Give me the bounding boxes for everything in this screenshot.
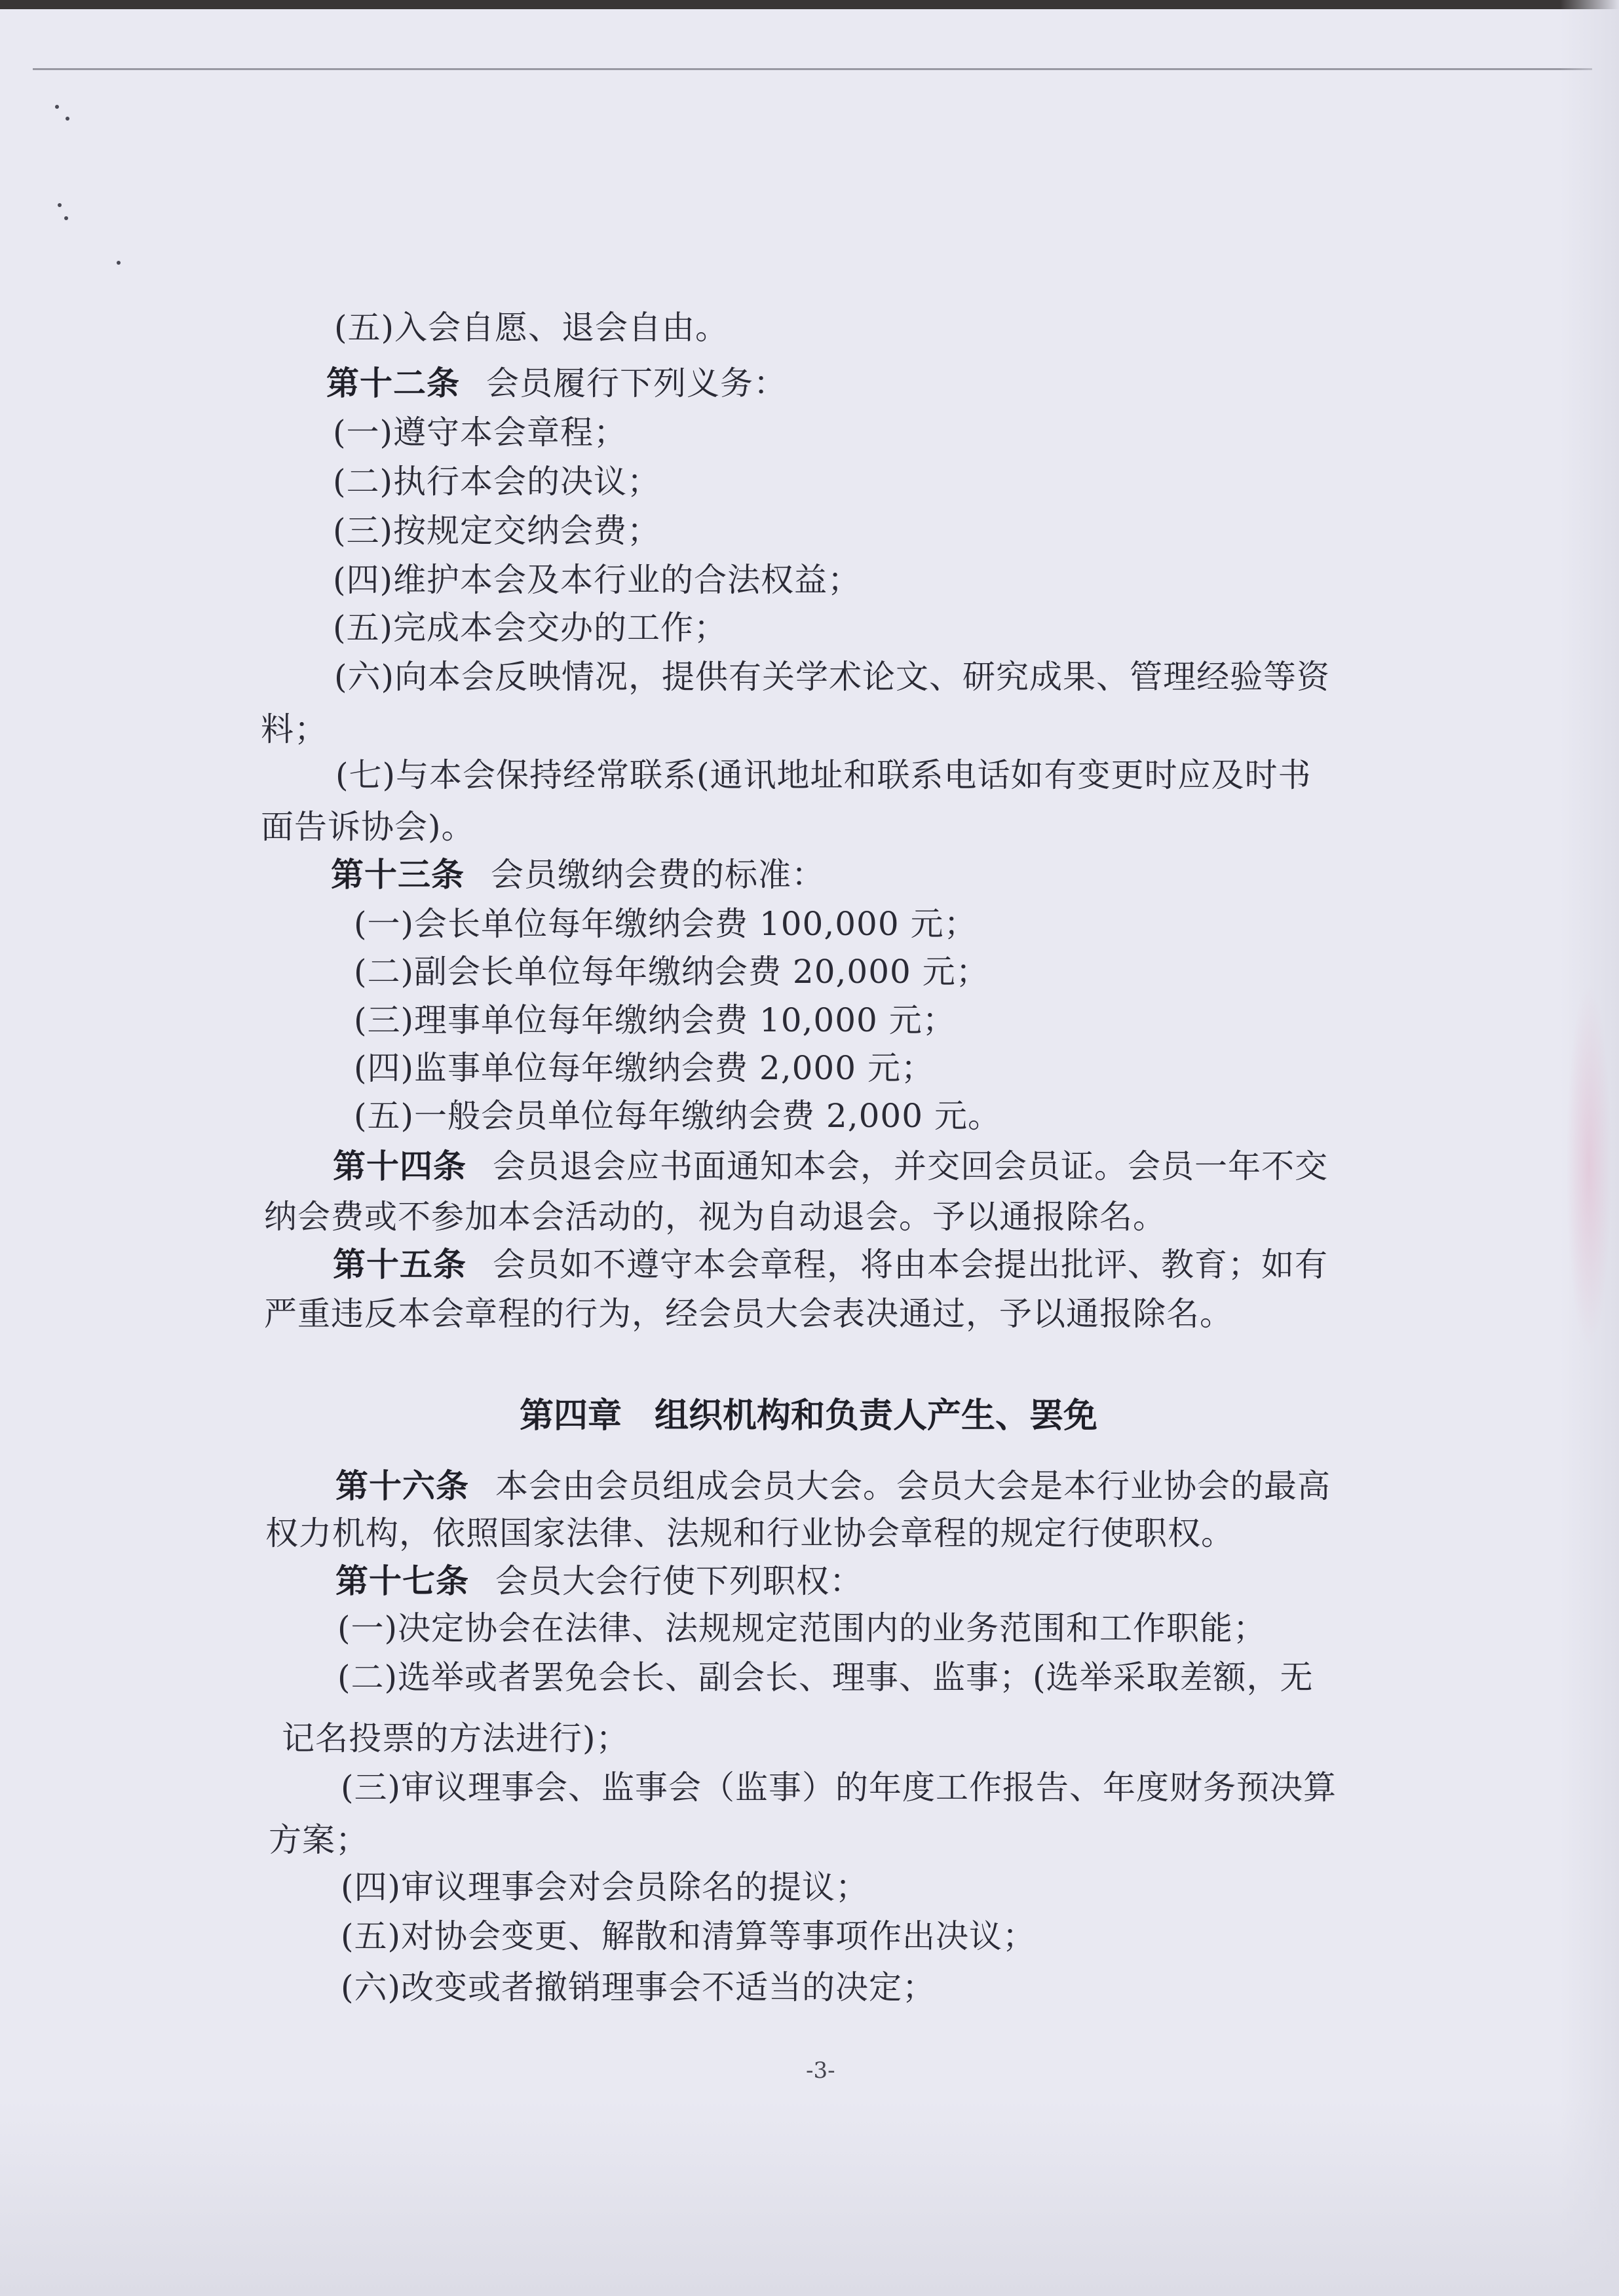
text-line: (三)按规定交纳会费；: [333, 512, 661, 550]
article-number: 第十七条: [335, 1562, 469, 1600]
text-line: 权力机构，依照国家法律、法规和行业协会章程的规定行使职权。: [265, 1514, 1234, 1552]
text-line: (一)遵守本会章程；: [333, 413, 628, 451]
text-line: (五)入会自愿、退会自由。: [334, 309, 729, 347]
article-number: 第十四条: [333, 1147, 467, 1185]
article-number: 第十五条: [333, 1246, 467, 1284]
page-number: -3-: [806, 2057, 835, 2084]
article-13: 第十三条 会员缴纳会费的标准：: [331, 856, 825, 894]
fee-line: (二)副会长单位每年缴纳会费 20,000 元；: [354, 953, 989, 991]
text-line: (三)审议理事会、监事会（监事）的年度工作报告、年度财务预决算: [341, 1769, 1337, 1807]
text-line: 严重违反本会章程的行为，经会员大会表决通过，予以通报除名。: [264, 1295, 1233, 1333]
text-line: (六)向本会反映情况，提供有关学术论文、研究成果、管理经验等资: [334, 658, 1331, 696]
article-14: 第十四条 会员退会应书面通知本会，并交回会员证。会员一年不交: [333, 1147, 1328, 1185]
article-16: 第十六条 本会由会员组成会员大会。会员大会是本行业协会的最高: [335, 1467, 1331, 1505]
article-17: 第十七条 会员大会行使下列职权：: [335, 1562, 863, 1600]
text-line: (五)完成本会交办的工作；: [333, 609, 728, 647]
chapter-number: 第四章: [520, 1396, 622, 1436]
article-number: 第十六条: [335, 1467, 469, 1505]
text-line: 料；: [261, 710, 328, 748]
text-line: 方案；: [269, 1821, 369, 1859]
chapter-title: 组织机构和负责人产生、罢免: [655, 1396, 1098, 1436]
fee-line: (五)一般会员单位每年缴纳会费 2,000 元。: [354, 1097, 1001, 1135]
fee-line: (一)会长单位每年缴纳会费 100,000 元；: [354, 905, 978, 943]
text-line: (四)审议理事会对会员除名的提议；: [341, 1868, 869, 1906]
text-line: (四)维护本会及本行业的合法权益；: [333, 561, 862, 599]
text-line: 面告诉协会)。: [261, 808, 475, 846]
text-line: (六)改变或者撤销理事会不适当的决定；: [341, 1968, 936, 2006]
fee-line: (三)理事单位每年缴纳会费 10,000 元；: [354, 1001, 956, 1039]
article-number: 第十三条: [331, 856, 465, 894]
article-15: 第十五条 会员如不遵守本会章程，将由本会提出批评、教育；如有: [333, 1246, 1328, 1284]
fee-line: (四)监事单位每年缴纳会费 2,000 元；: [354, 1049, 934, 1087]
text-line: (五)对协会变更、解散和清算等事项作出决议；: [341, 1917, 1037, 1955]
text-line: (一)决定协会在法律、法规规定范围内的业务范围和工作职能；: [337, 1609, 1267, 1647]
article-12: 第十二条 会员履行下列义务：: [326, 364, 787, 402]
text-line: (七)与本会保持经常联系(通讯地址和联系电话如有变更时应及时书: [335, 756, 1312, 794]
text-line: 纳会费或不参加本会活动的，视为自动退会。予以通报除名。: [264, 1198, 1166, 1236]
text-line: 记名投票的方法进行)；: [282, 1719, 630, 1757]
article-number: 第十二条: [326, 364, 460, 402]
chapter-heading: [520, 1396, 1619, 1436]
text-line: (二)执行本会的决议；: [333, 463, 661, 501]
text-line: (二)选举或者罢免会长、副会长、理事、监事；(选举采取差额，无: [337, 1658, 1314, 1696]
